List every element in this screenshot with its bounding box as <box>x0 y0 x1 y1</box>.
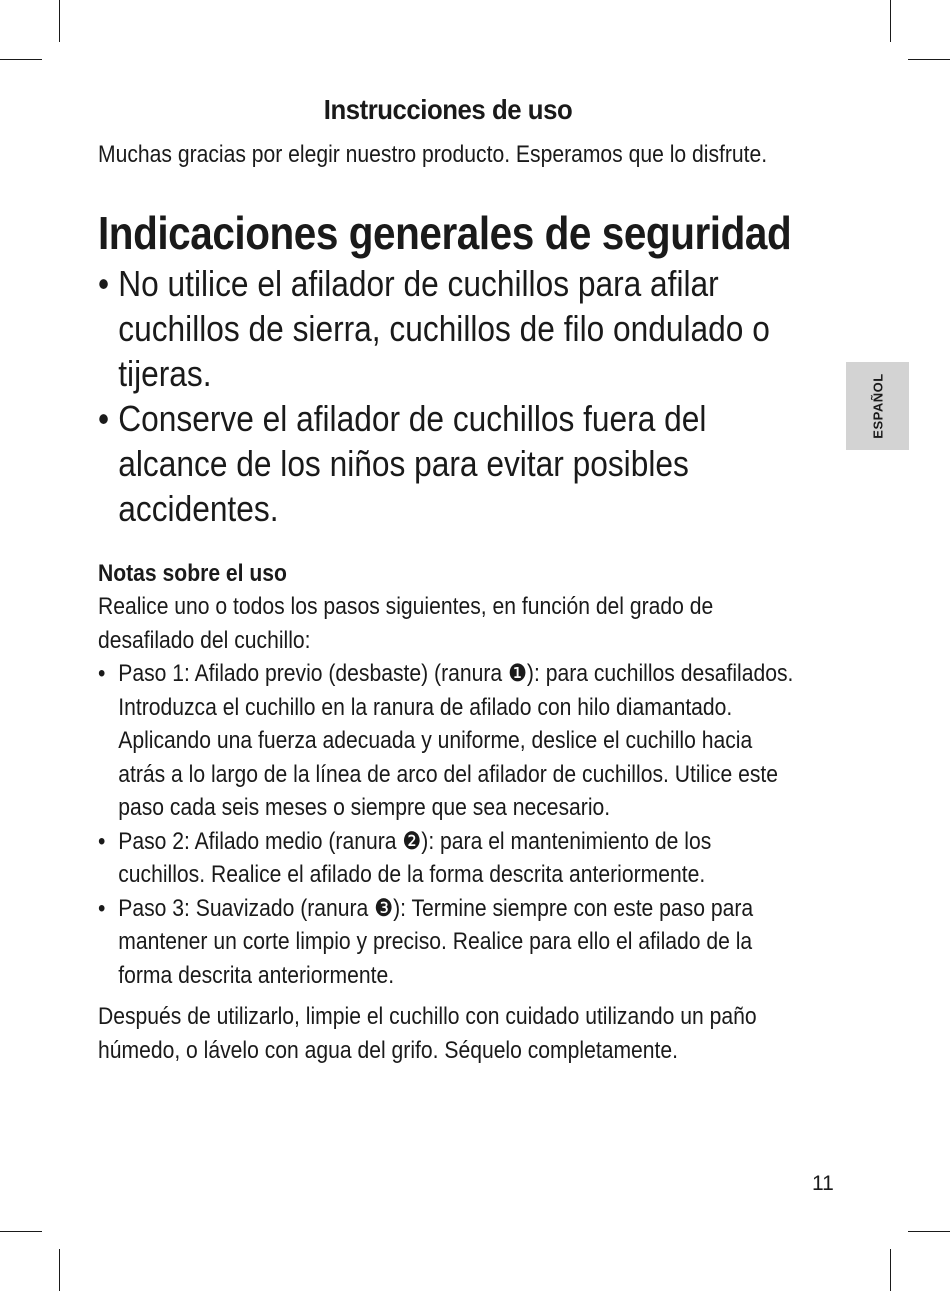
safety-heading: Indicaciones generales de seguridad <box>98 207 792 259</box>
body-text <box>98 138 798 1067</box>
usage-step: • Paso 2: Afilado medio (ranura ❷): para el mantenimiento de los cuchillos. Realice el afilado de la forma descrita anteriormente. <box>98 825 798 892</box>
usage-heading: Notas sobre el uso <box>98 560 287 587</box>
usage-step: • Paso 3: Suavizado (ranura ❸): Termine siempre con este paso para mantener un corte limpio y preciso. Realice para ello el afilado de la forma descrita anteriormente. <box>98 892 798 993</box>
crop-mark-top-left-h <box>0 59 42 60</box>
page-title: Instrucciones de uso <box>323 94 573 125</box>
safety-list <box>98 261 798 531</box>
intro-text: Muchas gracias por elegir nuestro producto. Esperamos que lo disfrute. <box>98 141 768 168</box>
crop-mark-bottom-right-h <box>908 1231 950 1232</box>
page-content <box>98 92 798 1067</box>
crop-mark-top-left <box>59 0 60 42</box>
language-tab <box>846 362 909 450</box>
crop-mark-top-right-h <box>908 59 950 60</box>
safety-item: • No utilice el afilador de cuchillos para afilar cuchillos de sierra, cuchillos de filo ondulado o tijeras. <box>98 261 798 396</box>
usage-step: • Paso 1: Afilado previo (desbaste) (ranura ❶): para cuchillos desafilados. Introduzca el cuchillo en la ranura de afilado con hilo diamantado. Aplicando una fuerza adecuada y uniforme, deslice el cuchillo hacia atrás a lo largo de la línea de arco del afilador de cuchillos. Utilice este paso cada seis meses o siempre que sea necesario. <box>98 657 798 825</box>
safety-item: • Conserve el afilador de cuchillos fuera del alcance de los niños para evitar posibles accidentes. <box>98 396 798 531</box>
page-number: 11 <box>812 1172 834 1195</box>
usage-outro: Después de utilizarlo, limpie el cuchillo con cuidado utilizando un paño húmedo, o lávelo con agua del grifo. Séquelo completamente. <box>98 1003 757 1064</box>
crop-mark-top-right <box>890 0 891 42</box>
crop-mark-bottom-left <box>59 1249 60 1291</box>
usage-steps <box>98 657 798 992</box>
crop-mark-bottom-left-h <box>0 1231 42 1232</box>
usage-intro: Realice uno o todos los pasos siguientes, en función del grado de desafilado del cuchillo: <box>98 593 714 654</box>
language-tab-label: ESPAÑOL <box>870 373 885 439</box>
crop-mark-bottom-right <box>890 1249 891 1291</box>
